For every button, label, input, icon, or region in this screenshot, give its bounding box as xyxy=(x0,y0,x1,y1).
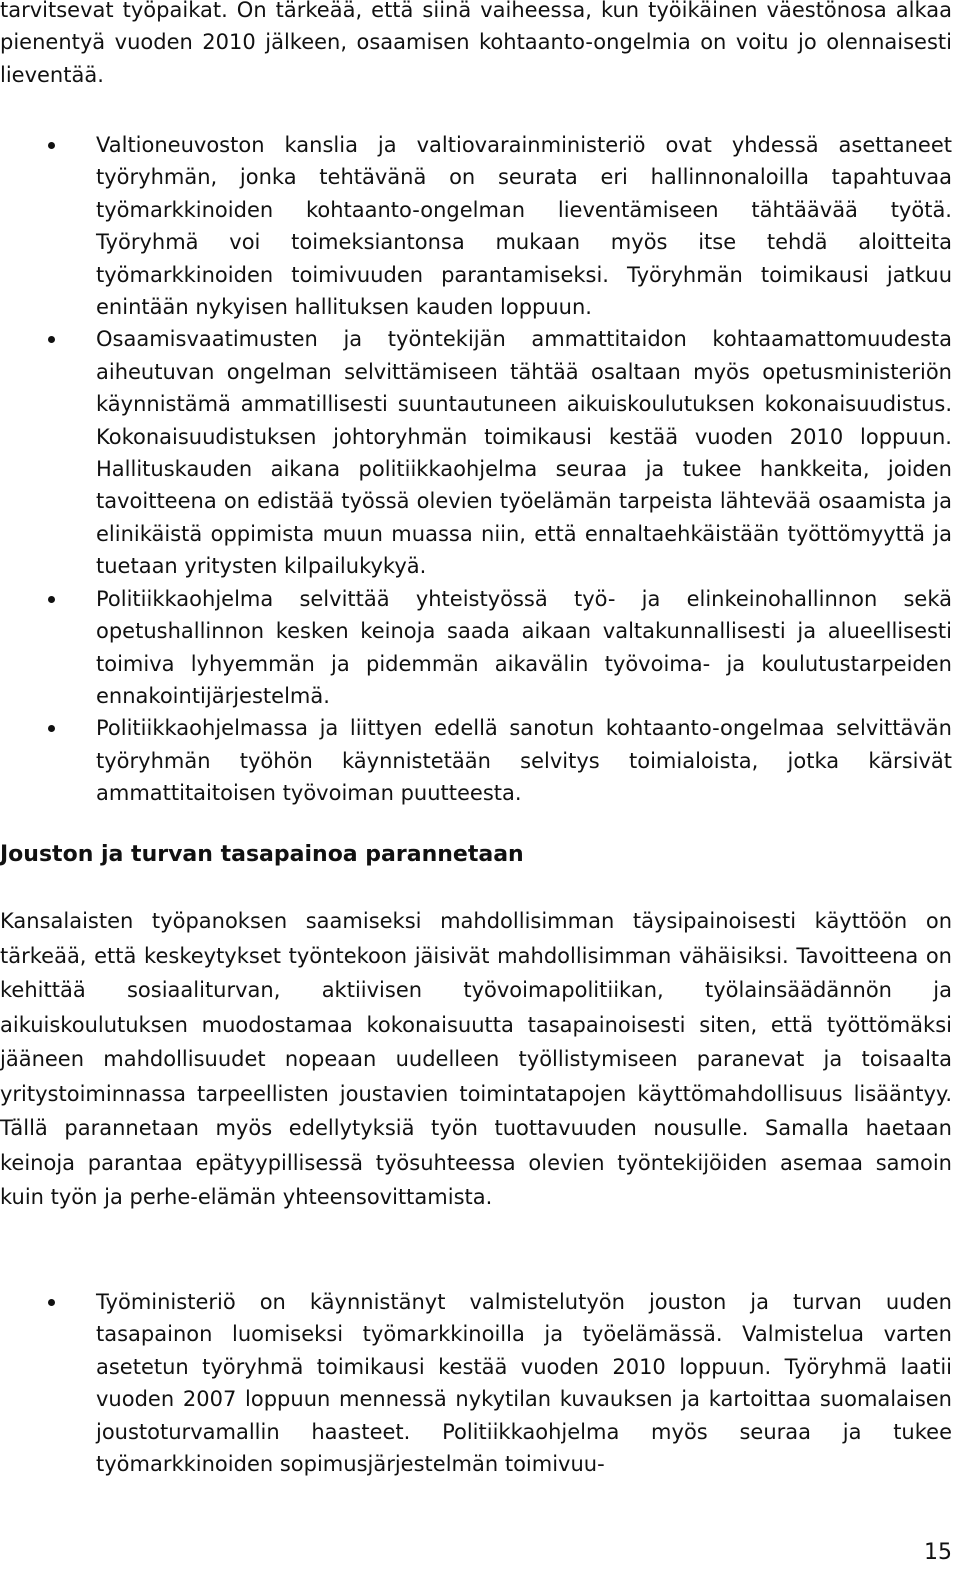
list-item xyxy=(0,583,952,713)
list-item xyxy=(0,323,952,582)
list-item-text: Politiikkaohjelmassa ja liittyen edellä sanotun kohtaanto-ongelmaa selvittävän työryhmän työhön käynnistetään selvitys toimialoista, jotka kärsivät ammattitaitoisen työvoiman puutteesta. xyxy=(96,716,952,806)
bullet-icon xyxy=(48,142,55,149)
list-item xyxy=(0,712,952,809)
bullet-icon xyxy=(48,336,55,343)
list-item-text: Osaamisvaatimusten ja työntekijän ammattitaidon kohtaamattomuudesta aiheutuvan ongelman selvittämiseen tähtää osaltaan myös opetusministeriön käynnistämä ammatillisesti suuntautuneen aikuiskoulutuksen kokonaisuudistus. Kokonaisuudistuksen johtoryhmän toimikausi kestää vuoden 2010 loppuun. Hallituskauden aikana politiikkaohjelma seuraa ja tukee hankkeita, joiden tavoitteena on edistää työssä olevien työelämän tarpeista lähtevää osaamista ja elinikäistä oppimista muun muassa niin, että ennaltaehkäistään työttömyyttä ja tuetaan yritysten kilpailukykyä. xyxy=(96,327,952,579)
intro-paragraph: tarvitsevat työpaikat. On tärkeää, että siinä vaiheessa, kun työikäinen väestönosa alkaa pienentyä vuoden 2010 jälkeen, osaamisen kohtaanto-ongelmia on voitu jo olennaisesti lieventää. xyxy=(0,0,952,87)
section-heading: Jouston ja turvan tasapainoa parannetaan xyxy=(0,842,524,867)
list-item-text: Politiikkaohjelma selvittää yhteistyössä työ- ja elinkeinohallinnon sekä opetushallinnon kesken keinoja saada aikaan valtakunnallisesti ja alueellisesti toimiva lyhyemmän ja pidemmän aikavälin työvoima- ja koulutustarpeiden ennakointijärjestelmä. xyxy=(96,586,952,708)
list-item-text: Valtioneuvoston kanslia ja valtiovarainministeriö ovat yhdessä asettaneet työryhmän, jonka tehtävänä on seurata eri hallinnonaloilla tapahtuvaa työmarkkinoiden kohtaanto-ongelman lieventämiseen tähtäävää työtä. Työryhmä voi toimeksiantonsa mukaan myös itse tehdä aloitteita työmarkkinoiden toimivuuden parantamiseksi. Työryhmän toimikausi jatkuu enintään nykyisen hallituksen kauden loppuun. xyxy=(96,133,952,320)
list-item-text: Työministeriö on käynnistänyt valmistelutyön jouston ja turvan uuden tasapainon luomiseksi työmarkkinoilla ja työelämässä. Valmistelua varten asetetun työryhmä toimikausi kestää vuoden 2010 loppuun. Työryhmä laatii vuoden 2007 loppuun mennessä nykytilan kuvauksen ja kartoittaa suomalaisen joustoturvamallin haasteet. Politiikkaohjelma myös seuraa ja tukee työmarkkinoiden sopimusjärjestelmän toimivuu- xyxy=(96,1290,952,1477)
body-paragraph: Kansalaisten työpanoksen saamiseksi mahdollisimman täysipainoisesti käyttöön on tärkeää, että keskeytykset työntekoon jäisivät mahdollisimman vähäisiksi. Tavoitteena on kehittää sosiaaliturvan, aktiivisen työvoimapolitiikan, työlainsäädännön ja aikuiskoulutuksen muodostamaa kokonaisuutta tasapainoisesti siten, että työttömäksi jääneen mahdollisuudet nopeaan uudelleen työllistymiseen paranevat ja toisaalta yritystoiminnassa tarpeellisten joustavien toimintatapojen käyttömahdollisuus lisääntyy. Tällä parannetaan myös edellytyksiä työn tuottavuuden nousulle. Samalla haetaan keinoja parantaa epätyypillisessä työsuhteessa olevien työntekijöiden asemaa samoin kuin työn ja perhe-elämän yhteensovittamista. xyxy=(0,909,952,1209)
list-item xyxy=(0,1286,952,1480)
page-number: 15 xyxy=(924,1540,952,1565)
list-item xyxy=(0,129,952,323)
bullet-list-top xyxy=(0,129,952,810)
bullet-icon xyxy=(48,1299,55,1306)
bullet-icon xyxy=(48,596,55,603)
bullet-icon xyxy=(48,725,55,732)
bullet-list-bottom xyxy=(0,1286,952,1480)
